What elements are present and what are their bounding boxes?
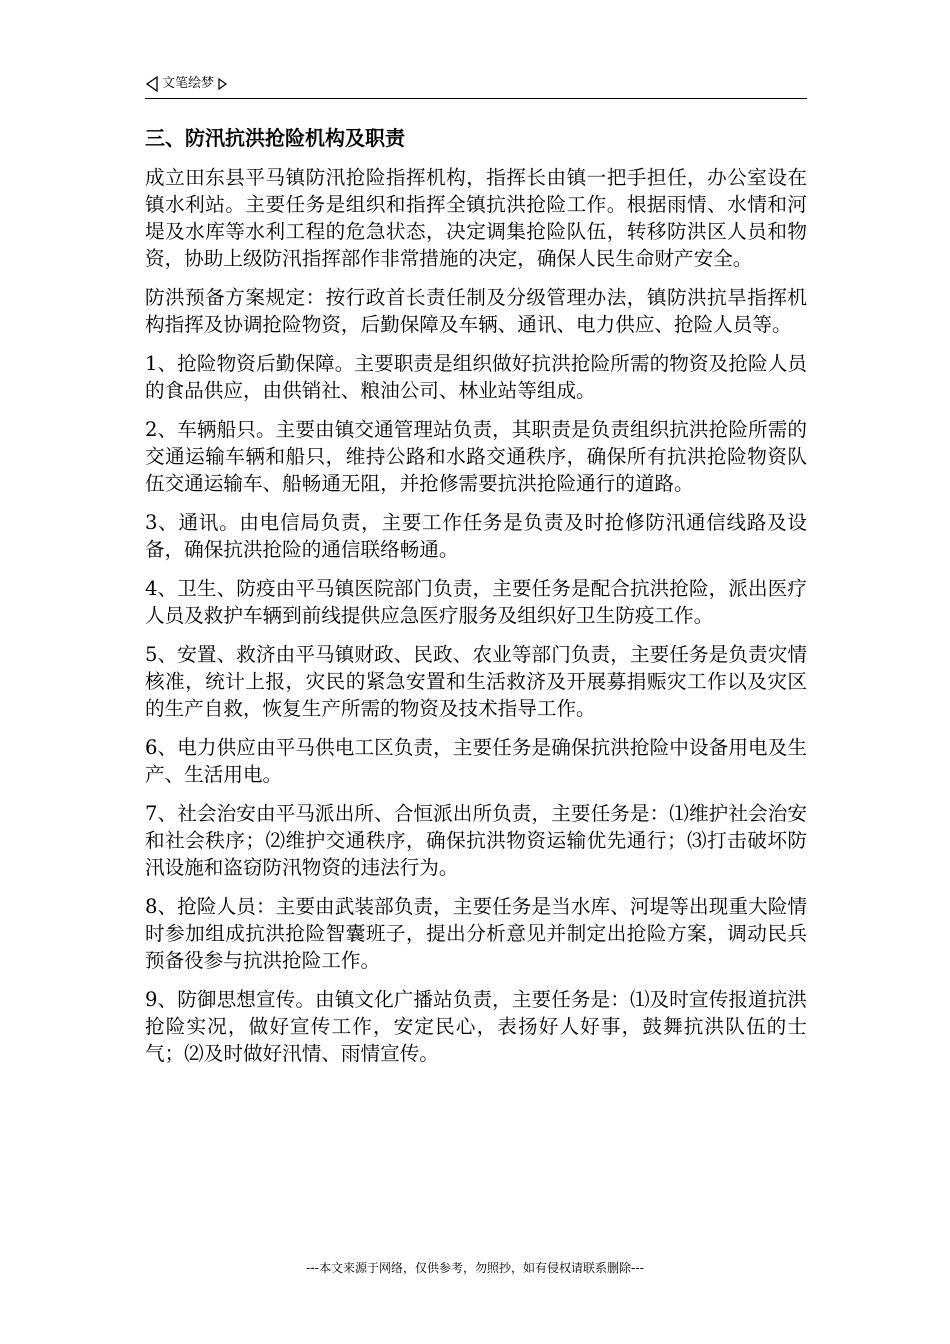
triangle-right-icon: [217, 78, 227, 90]
paragraph: 4、卫生、防疫由平马镇医院部门负责，主要任务是配合抗洪抢险，派出医疗人员及救护车辆到前线提供应急医疗服务及组织好卫生防疫工作。: [145, 577, 807, 627]
header-brand: 文笔绘梦: [162, 76, 215, 91]
paragraph: 6、电力供应由平马供电工区负责，主要任务是确保抗洪抢险中设备用电及生产、生活用电。: [145, 736, 807, 786]
paragraph: 2、车辆船只。主要由镇交通管理站负责，其职责是负责组织抗洪抢险所需的交通运输车辆和船只，维持公路和水路交通秩序，确保所有抗洪抢险物资队伍交通运输车、船畅通无阻，并抢修需要抗洪抢险通行的道路。: [145, 418, 807, 495]
paragraph: 9、防御思想宣传。由镇文化广播站负责，主要任务是：⑴及时宣传报道抗洪抢险实况，做好宣传工作，安定民心，表扬好人好事，鼓舞抗洪队伍的士气；⑵及时做好汛情、雨情宣传。: [145, 988, 807, 1065]
paragraph: 8、抢险人员：主要由武装部负责，主要任务是当水库、河堤等出现重大险情时参加组成抗洪抢险智囊班子，提出分析意见并制定出抢险方案，调动民兵预备役参与抗洪抢险工作。: [145, 895, 807, 972]
paragraph: 5、安置、救济由平马镇财政、民政、农业等部门负责，主要任务是负责灾情核准，统计上报，灾民的紧急安置和生活救济及开展募捐赈灾工作以及灾区的生产自救，恢复生产所需的物资及技术指导工作。: [145, 643, 807, 720]
paragraph: 7、社会治安由平马派出所、合恒派出所负责，主要任务是：⑴维护社会治安和社会秩序；⑵维护交通秩序，确保抗洪物资运输优先通行；⑶打击破坏防汛设施和盗窃防汛物资的违法行为。: [145, 802, 807, 879]
triangle-left-icon: [145, 76, 159, 92]
paragraph: 1、抢险物资后勤保障。主要职责是组织做好抗洪抢险所需的物资及抢险人员的食品供应，由供销社、粮油公司、林业站等组成。: [145, 352, 807, 402]
page-header: [145, 74, 807, 99]
document-body: [145, 164, 807, 1079]
paragraph: 3、通讯。由电信局负责，主要工作任务是负责及时抢修防汛通信线路及设备，确保抗洪抢险的通信联络畅通。: [145, 511, 807, 561]
section-title: 三、防汛抗洪抢险机构及职责: [145, 126, 405, 150]
paragraph: 成立田东县平马镇防汛抢险指挥机构，指挥长由镇一把手担任，办公室设在镇水利站。主要任务是组织和指挥全镇抗洪抢险工作。根据雨情、水情和河堤及水库等水利工程的危急状态，决定调集抢险队伍，转移防洪区人员和物资，协助上级防汛指挥部作非常措施的决定，确保人民生命财产安全。: [145, 166, 807, 270]
page-footer: ---本文来源于网络，仅供参考，勿照抄，如有侵权请联系删除---: [306, 1261, 644, 1275]
paragraph: 防洪预备方案规定：按行政首长责任制及分级管理办法，镇防洪抗旱指挥机构指挥及协调抢险物资，后勤保障及车辆、通讯、电力供应、抢险人员等。: [145, 286, 807, 336]
